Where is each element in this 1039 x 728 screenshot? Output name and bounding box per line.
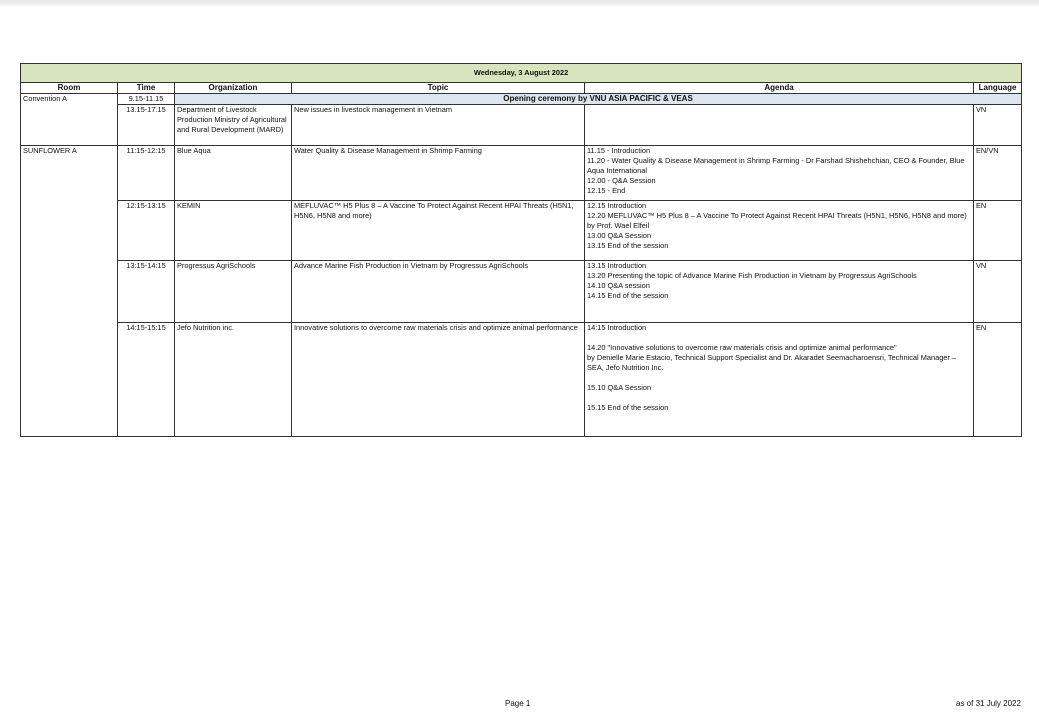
time-cell: 9.15-11.15 <box>118 94 175 105</box>
time-cell: 13:15-14:15 <box>118 261 175 323</box>
agenda-line: 14:15 Introduction <box>587 323 647 332</box>
col-room-header: Room <box>21 83 118 94</box>
agenda-line: 13.15 End of the session <box>587 241 669 250</box>
agenda-line: 11.15 - Introduction <box>587 146 651 155</box>
time-cell: 14:15-15:15 <box>118 323 175 437</box>
time-cell: 13.15-17.15 <box>118 105 175 146</box>
agenda-line: 12.00 - Q&A Session <box>587 176 656 185</box>
topic-cell: Water Quality & Disease Management in Shrimp Farming <box>292 146 585 201</box>
date-header: Wednesday, 3 August 2022 <box>21 64 1022 83</box>
agenda-spacer <box>587 393 971 403</box>
agenda-line: 15.15 End of the session <box>587 403 669 412</box>
date-header-row <box>21 64 1022 83</box>
table-row <box>21 261 1022 323</box>
viewer-top-edge <box>0 0 1039 6</box>
language-cell: VN <box>974 105 1022 146</box>
col-organization-header: Organization <box>175 83 292 94</box>
agenda-line: by Denielle Marie Estacio, Technical Support Specialist and Dr. Akaradet Seemacharoensri, Technical Manager – SEA, Jefo Nutrition Inc. <box>587 353 957 372</box>
organization-cell: Progressus AgriSchools <box>175 261 292 323</box>
room-cell: Convention A <box>21 94 118 146</box>
table-row <box>21 105 1022 146</box>
opening-row <box>21 94 1022 105</box>
organization-cell: Jefo Nutrition inc. <box>175 323 292 437</box>
agenda-line: 12.20 MEFLUVAC™ H5 Plus 8 – A Vaccine To Protect Against Recent HPAI Threats (H5N1, H5N6, H5N8 and more) by Prof. Wael Elfeil <box>587 211 967 230</box>
col-topic-header: Topic <box>292 83 585 94</box>
table-row <box>21 201 1022 261</box>
agenda-line: 14.20 "Innovative solutions to overcome raw materials crisis and optimize animal performance" <box>587 343 897 352</box>
agenda-cell <box>585 261 974 323</box>
agenda-line: 13.00 Q&A Session <box>587 231 652 240</box>
col-language-header: Language <box>974 83 1022 94</box>
agenda-line: 13.20 Presenting the topic of Advance Marine Fish Production in Vietnam by Progressus AgriSchools <box>587 271 917 280</box>
room-cell: SUNFLOWER A <box>21 146 118 437</box>
topic-cell: Advance Marine Fish Production in Vietnam by Progressus AgriSchools <box>292 261 585 323</box>
col-agenda-header: Agenda <box>585 83 974 94</box>
agenda-line: 13.15 Introduction <box>587 261 647 270</box>
agenda-line: 15.10 Q&A Session <box>587 383 652 392</box>
language-cell: EN <box>974 201 1022 261</box>
agenda-line: 14.10 Q&A session <box>587 281 650 290</box>
time-cell: 11:15-12:15 <box>118 146 175 201</box>
agenda-line: 12.15 Introduction <box>587 201 647 210</box>
table-row <box>21 146 1022 201</box>
organization-cell: Blue Aqua <box>175 146 292 201</box>
col-time-header: Time <box>118 83 175 94</box>
page-number: Page 1 <box>505 699 531 708</box>
agenda-spacer <box>587 333 971 343</box>
agenda-cell <box>585 105 974 146</box>
time-cell: 12:15-13:15 <box>118 201 175 261</box>
agenda-cell <box>585 201 974 261</box>
topic-cell: MEFLUVAC™ H5 Plus 8 – A Vaccine To Protect Against Recent HPAI Threats (H5N1, H5N6, H5N8 and more) <box>292 201 585 261</box>
table-row <box>21 323 1022 437</box>
organization-cell: Department of Livestock Production Ministry of Agricultural and Rural Development (MARD) <box>175 105 292 146</box>
agenda-cell <box>585 323 974 437</box>
topic-cell: Innovative solutions to overcome raw materials crisis and optimize animal performance <box>292 323 585 437</box>
agenda-line: 14.15 End of the session <box>587 291 669 300</box>
language-cell: EN/VN <box>974 146 1022 201</box>
topic-cell: New issues in livestock management in Vietnam <box>292 105 585 146</box>
language-cell: EN <box>974 323 1022 437</box>
opening-ceremony-banner: Opening ceremony by VNU ASIA PACIFIC & VEAS <box>175 94 1022 105</box>
agenda-line: 12.15 - End <box>587 186 626 195</box>
agenda-cell <box>585 146 974 201</box>
as-of-date: as of 31 July 2022 <box>956 699 1021 708</box>
agenda-table <box>20 63 1022 437</box>
column-header-row <box>21 83 1022 94</box>
organization-cell: KEMIN <box>175 201 292 261</box>
agenda-spacer <box>587 373 971 383</box>
agenda-line: 11.20 - Water Quality & Disease Management in Shrimp Farming - Dr Farshad Shishehchian, CEO & Founder, Blue Aqua International <box>587 156 965 175</box>
language-cell: VN <box>974 261 1022 323</box>
